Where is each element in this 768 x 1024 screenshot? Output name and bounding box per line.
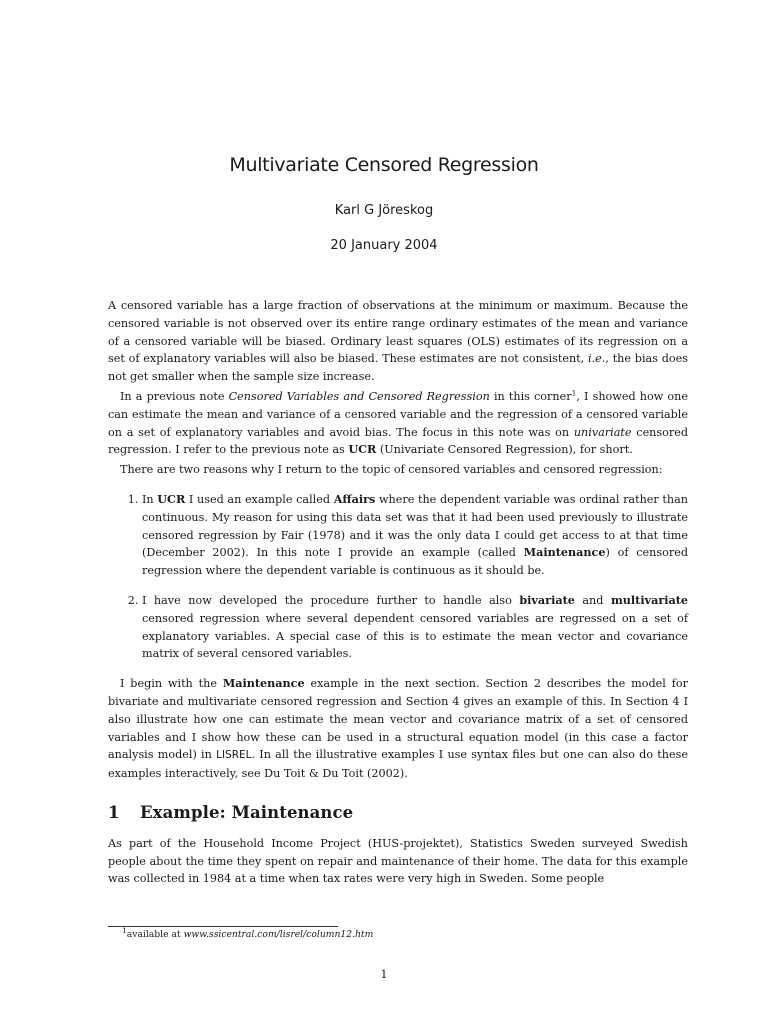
page-number: 1	[380, 968, 388, 981]
paper-body	[108, 297, 688, 888]
lisrel-name: LISREL	[216, 749, 252, 762]
cited-note-title: Censored Variables and Censored Regression	[228, 389, 490, 403]
paper-title: Multivariate Censored Regression	[229, 154, 539, 176]
paragraph-reasons-intro: There are two reasons why I return to the topic of censored variables and censored regression:	[120, 463, 663, 477]
footnote-url: www.ssicentral.com/lisrel/column12.htm	[183, 929, 374, 940]
footnote-marker: 1	[571, 388, 577, 398]
paragraph-outline: I begin with the Maintenance example in the next section. Section 2 describes the model for bivariate and multivariate censored regression and Section 4 gives an example of this. In Section 4 I also illustrate how one can estimate the mean vector and covariance matrix of a set of censored variables and I show how these can be used in a structural equation model (in this case a factor analysis model) in LISREL. In all the illustrative examples I use syntax files but one can also do these examples interactively, see Du Toit & Du Toit (2002).	[108, 676, 688, 781]
paragraph-previous-note: In a previous note Censored Variables and Censored Regression in this corner$^1$, I showed how one can estimate the mean and variance of a censored variable and the regression of a censored variable on a set of explanatory variables and avoid bias. The focus in this note was on univariate censored regression. I refer to the previous note as UCR (Univariate Censored Regression), for short.	[108, 388, 688, 457]
list-item: 1. In UCR I used an example called Affairs where the dependent variable was ordinal rather than continuous. My reason for using this data set was that it had been used previously to illustrate censored regression by Fair (1978) and it was the only data I could get access to at that time (December 2002). In this note I provide an example (called Maintenance) of censored regression where the dependent variable is continuous as it should be.	[142, 491, 688, 580]
footnote: $^1$available at www.ssicentral.com/lisrel/column12.htm	[122, 925, 374, 940]
paragraph-example: As part of the Household Income Project (HUS-projektet), Statistics Sweden surveyed Swedish people about the time they spent on repair and maintenance of their home. The data for this example was collected in 1984 at a time when tax rates were very high in Sweden. Some people	[108, 836, 688, 886]
footnote-divider	[108, 926, 338, 927]
paragraph-intro: A censored variable has a large fraction of observations at the minimum or maximum. Because the censored variable is not observed over its entire range ordinary estimates of the mean and variance of a censored variable will be biased. Ordinary least squares (OLS) estimates of its regression on a set of explanatory variables will also be biased. These estimates are not consistent, i.e., the bias does not get smaller when the sample size increase.	[108, 299, 688, 384]
author-name: Karl G Jöreskog	[334, 203, 434, 218]
paper-date: 20 January 2004	[330, 238, 438, 253]
list-item: 2. I have now developed the procedure further to handle also bivariate and multivariate censored regression where several dependent censored variables are regressed on a set of explanatory variables. A special case of this is to estimate the mean vector and covariance matrix of several censored variables.	[142, 592, 688, 663]
reasons-list	[108, 491, 688, 663]
section-heading: 1 Example: Maintenance	[108, 802, 354, 822]
